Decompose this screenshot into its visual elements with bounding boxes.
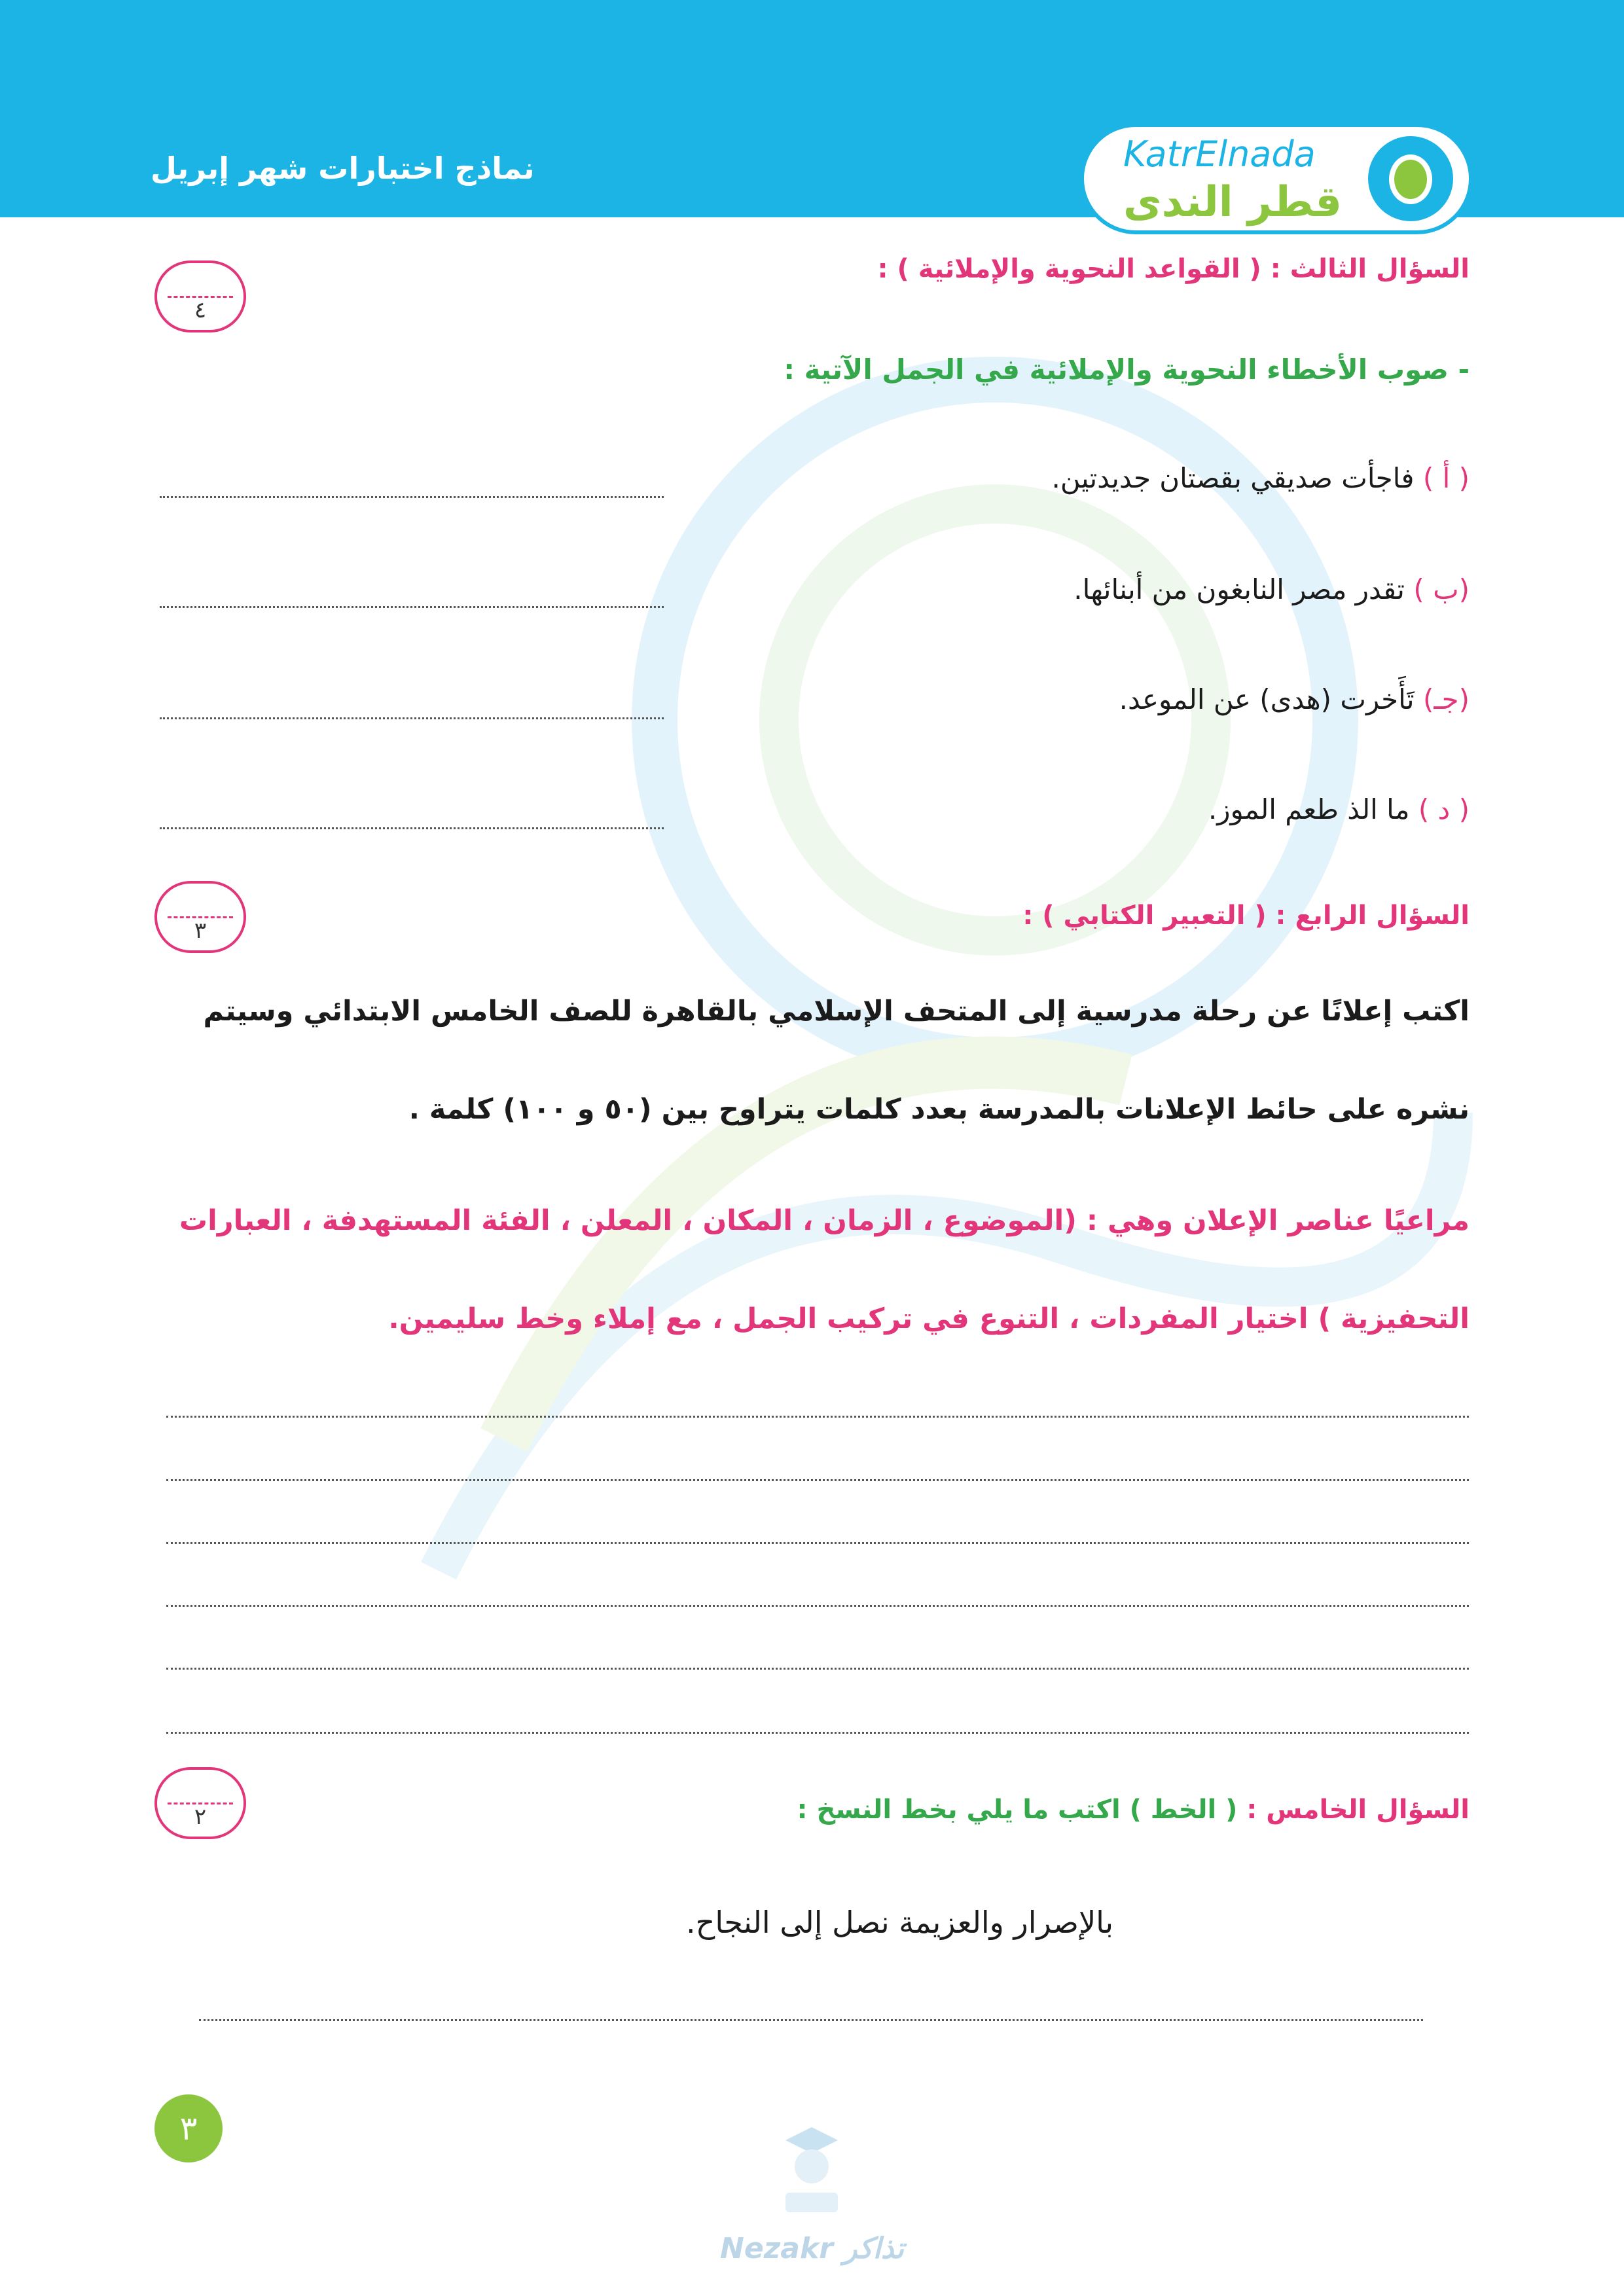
q4-criteria-line-1: مراعيًا عناصر الإعلان وهي : (الموضوع ، الزمان ، المكان ، المعلن ، الفئة المستهدفة ، العبارات: [179, 1204, 1470, 1237]
writing-line-2[interactable]: [166, 1479, 1469, 1481]
q4-criteria-line-2: التحفيزية ) اختيار المفردات ، التنوع في تركيب الجمل ، مع إملاء وخط سليمين.: [388, 1302, 1470, 1335]
q4-prompt-line-2: نشره على حائط الإعلانات بالمدرسة بعدد كلمات يتراوح بين (٥٠ و ١٠٠) كلمة .: [408, 1093, 1470, 1126]
q3-item-a: ( أ ) فاجأت صديقي بقصتان جديدتين.: [1051, 462, 1470, 494]
writing-line-4[interactable]: [166, 1605, 1469, 1607]
header-title: نماذج اختبارات شهر إبريل: [151, 151, 535, 186]
q3-instruction: - صوب الأخطاء النحوية والإملائية في الجمل الآتية :: [784, 353, 1470, 386]
writing-line-5[interactable]: [166, 1668, 1469, 1670]
q5-heading: السؤال الخامس : ( الخط ) اكتب ما يلي بخط النسخ :: [797, 1795, 1470, 1825]
graduate-icon: [779, 2114, 844, 2225]
q4-prompt-line-1: اكتب إعلانًا عن رحلة مدرسية إلى المتحف الإسلامي بالقاهرة للصف الخامس الابتدائي وسيتم: [203, 995, 1470, 1028]
q5-sentence: بالإصرار والعزيمة نصل إلى النجاح.: [686, 1905, 1113, 1940]
q4-heading: السؤال الرابع : ( التعبير الكتابي ) :: [1022, 901, 1470, 931]
writing-line-3[interactable]: [166, 1542, 1469, 1544]
answer-line-a[interactable]: [160, 496, 664, 498]
q5-score-box: ٢: [154, 1767, 246, 1839]
handwriting-line[interactable]: [199, 2019, 1423, 2021]
logo-english-text: KatrElnada: [1123, 134, 1316, 175]
writing-line-1[interactable]: [166, 1416, 1469, 1418]
answer-line-b[interactable]: [160, 606, 664, 608]
q3-item-c: (جـ) تَأَخرت (هدى) عن الموعد.: [1119, 683, 1470, 715]
q3-item-b: (ب ) تقدر مصر النابغون من أبنائها.: [1074, 573, 1470, 605]
brand-logo: [1080, 123, 1473, 234]
page-number-badge: ٣: [154, 2094, 223, 2162]
answer-line-c[interactable]: [160, 717, 664, 719]
logo-arabic-text: قطر الندى: [1123, 178, 1343, 226]
drop-icon: [1368, 136, 1453, 221]
answer-line-d[interactable]: [160, 827, 664, 829]
q3-item-d: ( د ) ما الذ طعم الموز.: [1208, 793, 1470, 825]
footer-brand: Nezakr تذاكر: [720, 2232, 905, 2265]
q4-score-box: ٣: [154, 881, 246, 953]
q3-score-box: ٤: [154, 260, 246, 332]
q3-heading: السؤال الثالث : ( القواعد النحوية والإملائية ) :: [877, 254, 1470, 284]
writing-line-6[interactable]: [166, 1732, 1469, 1734]
